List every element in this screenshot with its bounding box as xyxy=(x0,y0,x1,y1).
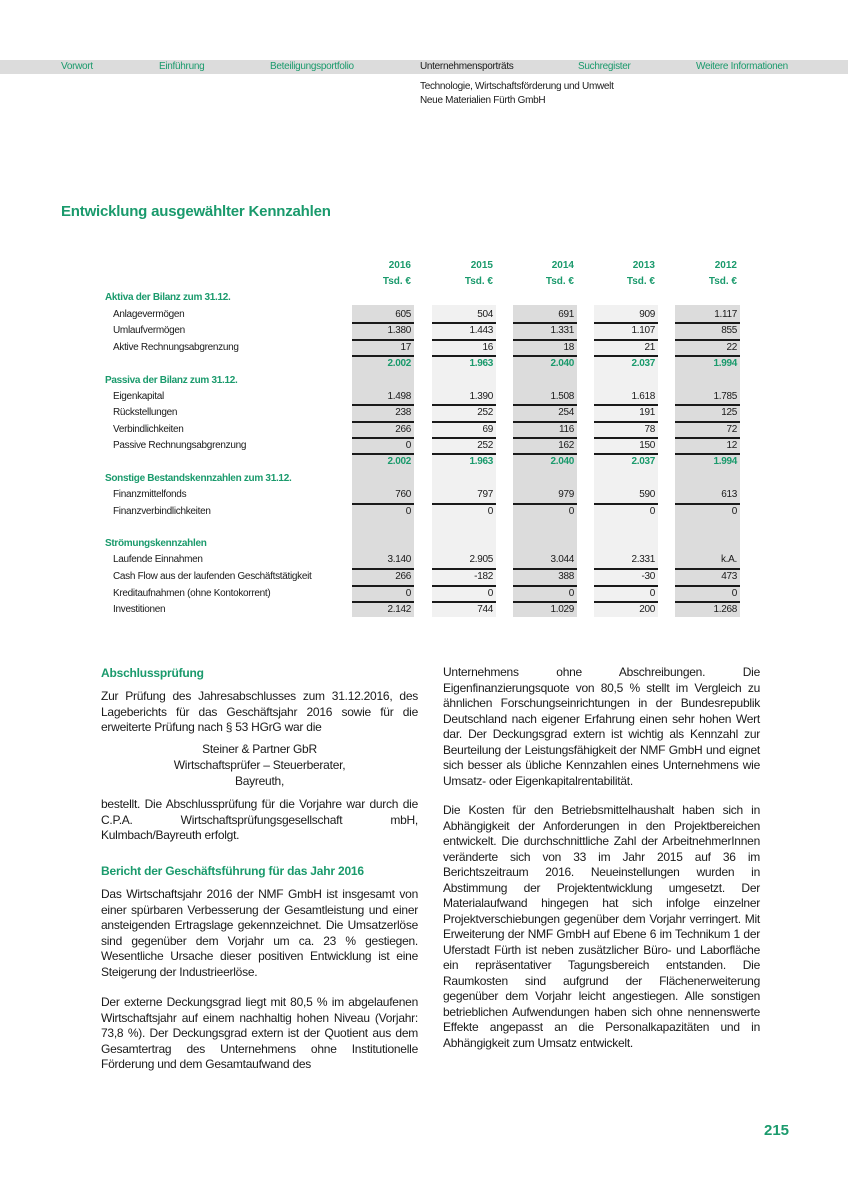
table-cell: 266 xyxy=(395,424,411,435)
row-label: Cash Flow aus der laufenden Geschäftstätigkeit xyxy=(113,571,312,582)
table-cell: 0 xyxy=(405,588,411,599)
table-cell: 21 xyxy=(644,342,655,353)
row-divider xyxy=(675,503,740,505)
row-divider xyxy=(513,453,577,455)
row-divider xyxy=(594,421,658,423)
row-divider xyxy=(675,339,740,341)
paragraph-wirtschaftsjahr: Das Wirtschaftsjahr 2016 der NMF GmbH ist insgesamt von einer spürbaren Verbesserung der Gesamtleistung und einer ansteigenden Ertragslage gekennzeichnet. Die Umsatzerlöse sind gegenüber dem Vorjahr um ca. 23 % gestiegen. Wesentliche Ursache dieser positiven Entwicklung ist eine Steigerung der Industrieerlöse. xyxy=(101,887,418,979)
table-cell: 1.029 xyxy=(550,604,574,615)
table-cell: 200 xyxy=(639,604,655,615)
breadcrumb-category: Technologie, Wirtschaftsförderung und Umwelt xyxy=(420,81,614,92)
table-cell: 909 xyxy=(639,309,655,320)
row-label: Aktive Rechnungsabgrenzung xyxy=(113,342,239,353)
row-divider xyxy=(432,421,496,423)
row-divider xyxy=(432,503,496,505)
table-cell: 1.498 xyxy=(387,391,411,402)
table-cell: 388 xyxy=(558,571,574,582)
row-divider xyxy=(432,568,496,570)
row-divider xyxy=(675,601,740,603)
row-divider xyxy=(352,585,414,587)
table-cell: 1.785 xyxy=(713,391,737,402)
row-label: Verbindlichkeiten xyxy=(113,424,184,435)
nav-vorwort[interactable]: Vorwort xyxy=(61,61,93,72)
table-cell: 0 xyxy=(405,440,411,451)
table-cell: 0 xyxy=(568,588,574,599)
row-divider xyxy=(513,355,577,357)
row-divider xyxy=(432,322,496,324)
table-cell: 0 xyxy=(568,506,574,517)
heading-bericht: Bericht der Geschäftsführung für das Jahr 2016 xyxy=(101,864,364,878)
row-divider xyxy=(594,404,658,406)
total-cell: 1.963 xyxy=(469,456,493,467)
column-year: 2012 xyxy=(714,260,737,271)
column-year: 2016 xyxy=(388,260,411,271)
total-cell: 2.040 xyxy=(550,358,574,369)
row-divider xyxy=(594,585,658,587)
table-cell: 1.443 xyxy=(469,325,493,336)
table-cell: 1.508 xyxy=(550,391,574,402)
group-label: Aktiva der Bilanz zum 31.12. xyxy=(105,292,231,303)
table-cell: 797 xyxy=(477,489,493,500)
group-label: Strömungskennzahlen xyxy=(105,538,207,549)
row-divider xyxy=(513,339,577,341)
table-cell: 16 xyxy=(482,342,493,353)
row-divider xyxy=(675,404,740,406)
total-cell: 1.994 xyxy=(713,456,737,467)
row-divider xyxy=(352,421,414,423)
row-divider xyxy=(352,355,414,357)
row-divider xyxy=(352,601,414,603)
table-cell: 0 xyxy=(487,506,493,517)
table-cell: 1.380 xyxy=(387,325,411,336)
row-label: Investitionen xyxy=(113,604,166,615)
group-label: Passiva der Bilanz zum 31.12. xyxy=(105,375,238,386)
breadcrumb-company: Neue Materialien Fürth GmbH xyxy=(420,95,546,106)
row-divider xyxy=(352,437,414,439)
row-label: Finanzmittelfonds xyxy=(113,489,187,500)
nav-beteiligungsportfolio[interactable]: Beteiligungsportfolio xyxy=(270,61,354,72)
row-divider xyxy=(675,585,740,587)
column-year: 2015 xyxy=(470,260,493,271)
row-divider xyxy=(432,355,496,357)
column-year: 2014 xyxy=(551,260,574,271)
total-cell: 2.037 xyxy=(631,456,655,467)
table-cell: 72 xyxy=(726,424,737,435)
table-cell: 266 xyxy=(395,571,411,582)
total-cell: 2.002 xyxy=(387,456,411,467)
table-cell: 78 xyxy=(644,424,655,435)
nav-weitere-informationen[interactable]: Weitere Informationen xyxy=(696,61,788,72)
table-cell: -30 xyxy=(641,571,655,582)
row-divider xyxy=(594,339,658,341)
row-divider xyxy=(432,437,496,439)
paragraph-eigenfinanzierung: Unternehmens ohne Abschreibungen. Die Eigenfinanzierungsquote von 80,5 % stellt im Vergleich zu ähnlichen Forschungseinrichtungen in der Bundesrepublik Deutschland nach eigener Erfahrung einen sehr hohen Wert dar. Der Deckungsgrad extern ist wichtig als Kennzahl zur Beurteilung der Leistungsfähigkeit der NMF GmbH und eignet sich besser als übliche Kennzahlen eines Unternehmens wie Umsatz- oder Eigenkapitalrentabilität. xyxy=(443,665,760,788)
row-divider xyxy=(352,568,414,570)
paragraph-kosten: Die Kosten für den Betriebsmittelhaushalt haben sich in Abhängigkeit der Anforderungen in den Projektbereichen entwickelt. Die durchschnittliche Zahl der ArbeitnehmerInnen veränderte sich von 33 im Jahr 2015 auf 36 im Berichtszeitraum 2016. Neueinstellungen wurden in Abstimmung der Projektentwicklung umgesetzt. Der Materialaufwand hingegen hat sich infolge einzelner Projektverschiebungen gegenüber dem Vorjahr verringert. Mit Erweiterung der NMF GmbH auf Ebene 6 im Technikum 1 der Uferstadt Fürth ist neben zusätzlicher Büro- und Laborfläche ein repräsentativer Tagungsbereich entstanden. Die Raumkosten sind aufgrund der Flächenerweiterung gegenüber dem Vorjahr leicht angestiegen. Alle sonstigen betrieblichen Aufwendungen haben sich ohne nennenswerte Effekte angepasst an die Personalkapazitäten und in Abhängigkeit zum Umsatz entwickelt. xyxy=(443,803,760,1050)
paragraph-vorjahre: bestellt. Die Abschlussprüfung für die Vorjahre war durch die C.P.A. Wirtschaftsprüfungsgesellschaft mbH, Kulmbach/Bayreuth erfolgt. xyxy=(101,797,418,842)
nav-unternehmensportraets[interactable]: Unternehmensporträts xyxy=(420,61,514,72)
table-cell: 605 xyxy=(395,309,411,320)
table-cell: 979 xyxy=(558,489,574,500)
table-cell: 1.268 xyxy=(713,604,737,615)
table-cell: 760 xyxy=(395,489,411,500)
row-divider xyxy=(432,339,496,341)
row-label: Anlagevermögen xyxy=(113,309,185,320)
nav-suchregister[interactable]: Suchregister xyxy=(578,61,631,72)
total-cell: 2.040 xyxy=(550,456,574,467)
table-cell: 744 xyxy=(477,604,493,615)
row-divider xyxy=(432,404,496,406)
row-divider xyxy=(513,601,577,603)
nav-einfuehrung[interactable]: Einführung xyxy=(159,61,205,72)
table-cell: k.A. xyxy=(720,554,737,565)
table-cell: 473 xyxy=(721,571,737,582)
table-cell: 504 xyxy=(477,309,493,320)
auditor-city: Bayreuth, xyxy=(234,774,285,788)
column-unit: Tsd. € xyxy=(708,276,737,287)
table-cell: 2.142 xyxy=(387,604,411,615)
row-divider xyxy=(675,421,740,423)
table-cell: 0 xyxy=(731,588,737,599)
row-divider xyxy=(352,322,414,324)
auditor-name: Steiner & Partner GbR xyxy=(202,742,317,756)
row-divider xyxy=(352,339,414,341)
row-label: Rückstellungen xyxy=(113,407,178,418)
table-cell: 1.618 xyxy=(631,391,655,402)
row-divider xyxy=(675,355,740,357)
row-divider xyxy=(513,404,577,406)
row-divider xyxy=(594,568,658,570)
table-cell: 590 xyxy=(639,489,655,500)
row-label: Kreditaufnahmen (ohne Kontokorrent) xyxy=(113,588,271,599)
table-cell: 0 xyxy=(487,588,493,599)
table-cell: 0 xyxy=(649,588,655,599)
table-cell: 2.331 xyxy=(631,554,655,565)
row-divider xyxy=(352,503,414,505)
table-cell: 252 xyxy=(477,440,493,451)
table-cell: 150 xyxy=(639,440,655,451)
row-label: Finanzverbindlichkeiten xyxy=(113,506,211,517)
table-cell: 12 xyxy=(726,440,737,451)
row-divider xyxy=(594,453,658,455)
row-divider xyxy=(594,355,658,357)
total-cell: 2.037 xyxy=(631,358,655,369)
column-year: 2013 xyxy=(632,260,655,271)
section-title: Entwicklung ausgewählter Kennzahlen xyxy=(61,203,331,220)
row-label: Passive Rechnungsabgrenzung xyxy=(113,440,247,451)
row-divider xyxy=(352,404,414,406)
auditor-profession: Wirtschaftsprüfer – Steuerberater, xyxy=(173,758,346,772)
table-cell: 238 xyxy=(395,407,411,418)
table-cell: 0 xyxy=(405,506,411,517)
row-divider xyxy=(352,453,414,455)
row-divider xyxy=(513,568,577,570)
heading-abschlusspruefung: Abschlussprüfung xyxy=(101,666,204,680)
table-cell: 3.044 xyxy=(550,554,574,565)
table-cell: 191 xyxy=(639,407,655,418)
table-cell: 855 xyxy=(721,325,737,336)
table-cell: 116 xyxy=(558,424,574,435)
row-label: Laufende Einnahmen xyxy=(113,554,203,565)
row-divider xyxy=(594,601,658,603)
total-cell: 1.963 xyxy=(469,358,493,369)
table-cell: 18 xyxy=(563,342,574,353)
table-cell: 254 xyxy=(558,407,574,418)
column-unit: Tsd. € xyxy=(626,276,655,287)
row-divider xyxy=(675,437,740,439)
table-cell: 1.390 xyxy=(469,391,493,402)
column-unit: Tsd. € xyxy=(382,276,411,287)
row-divider xyxy=(432,585,496,587)
table-cell: 17 xyxy=(400,342,411,353)
row-divider xyxy=(513,585,577,587)
row-divider xyxy=(513,322,577,324)
row-divider xyxy=(594,437,658,439)
total-cell: 2.002 xyxy=(387,358,411,369)
table-cell: 1.117 xyxy=(714,309,737,320)
table-cell: 0 xyxy=(649,506,655,517)
table-cell: 69 xyxy=(482,424,493,435)
row-divider xyxy=(432,453,496,455)
row-divider xyxy=(675,568,740,570)
row-divider xyxy=(513,437,577,439)
row-divider xyxy=(432,601,496,603)
table-cell: -182 xyxy=(474,571,493,582)
row-divider xyxy=(513,421,577,423)
table-cell: 691 xyxy=(558,309,574,320)
group-label: Sonstige Bestandskennzahlen zum 31.12. xyxy=(105,473,292,484)
row-divider xyxy=(513,503,577,505)
row-divider xyxy=(594,322,658,324)
table-cell: 22 xyxy=(726,342,737,353)
column-unit: Tsd. € xyxy=(464,276,493,287)
table-cell: 1.107 xyxy=(631,325,655,336)
table-cell: 125 xyxy=(721,407,737,418)
row-divider xyxy=(675,453,740,455)
page-number: 215 xyxy=(764,1122,790,1139)
row-divider xyxy=(675,322,740,324)
table-cell: 0 xyxy=(731,506,737,517)
total-cell: 1.994 xyxy=(713,358,737,369)
column-unit: Tsd. € xyxy=(545,276,574,287)
table-cell: 3.140 xyxy=(387,554,411,565)
table-cell: 2.905 xyxy=(469,554,493,565)
table-cell: 162 xyxy=(558,440,574,451)
table-cell: 1.331 xyxy=(550,325,574,336)
table-cell: 252 xyxy=(477,407,493,418)
row-label: Umlaufvermögen xyxy=(113,325,185,336)
row-divider xyxy=(594,503,658,505)
table-cell: 613 xyxy=(721,489,737,500)
paragraph-pruefung: Zur Prüfung des Jahresabschlusses zum 31.12.2016, des Lageberichts für das Geschäftsjahr 2016 sowie für die erweiterte Prüfung nach § 53 HGrG war die xyxy=(101,689,418,734)
row-label: Eigenkapital xyxy=(113,391,164,402)
paragraph-deckungsgrad: Der externe Deckungsgrad liegt mit 80,5 % im abgelaufenen Wirtschaftsjahr auf einem nachhaltig hohen Niveau (Vorjahr: 73,8 %). Der Deckungsgrad extern ist der Quotient aus dem Gesamtertrag des Unternehmens ohne Institutionelle Förderung und dem Gesamtaufwand des xyxy=(101,995,418,1071)
